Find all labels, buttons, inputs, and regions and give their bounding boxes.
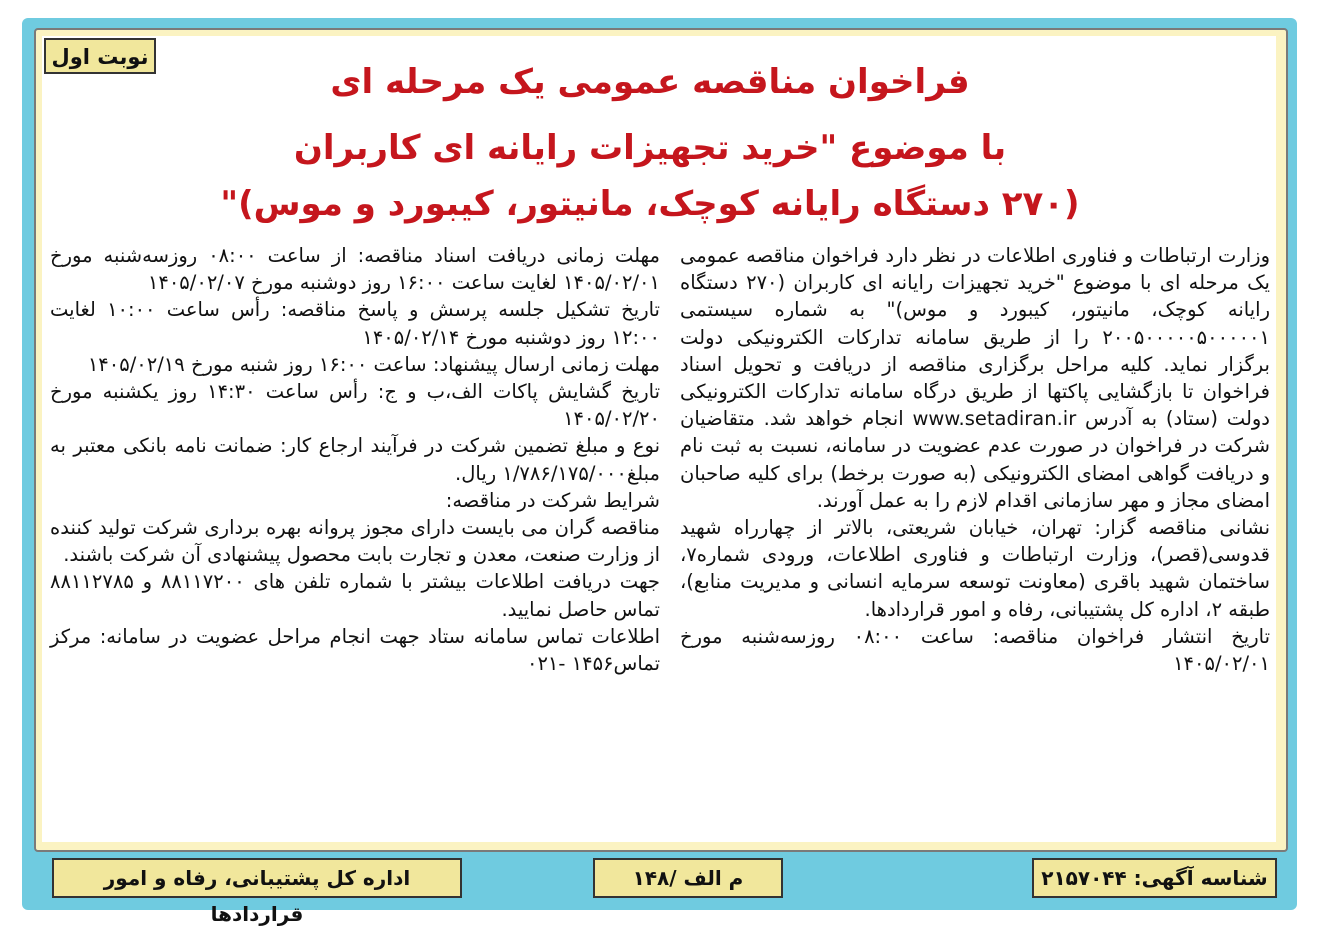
right-text-column — [680, 242, 1270, 677]
bid-deadline-paragraph: مهلت زمانی ارسال پیشنهاد: ساعت ۱۶:۰۰ روز شنبه مورخ ۱۴۰۵/۰۲/۱۹ — [87, 352, 660, 376]
qa-session-paragraph: تاریخ تشکیل جلسه پرسش و پاسخ مناقصه: رأس ساعت ۱۰:۰۰ لغایت ۱۲:۰۰ روز دوشنبه مورخ ۱۴۰۵/۰۲/۱۴ — [50, 298, 660, 349]
ad-title-line-2: با موضوع "خرید تجهیزات رایانه ای کاربران — [293, 128, 1007, 168]
opening-date-paragraph: تاریخ گشایش پاکات الف،ب و ج: رأس ساعت ۱۴:۳۰ روز یکشنبه مورخ ۱۴۰۵/۰۲/۲۰ — [50, 380, 661, 431]
contact-phone-paragraph: جهت دریافت اطلاعات بیشتر با شماره تلفن های ۸۸۱۱۷۲۰۰ و ۸۸۱۱۲۷۸۵ تماس حاصل نمایید. — [50, 570, 660, 621]
ad-code-box: م الف /۱۴۸ — [593, 858, 783, 898]
guarantee-paragraph: نوع و مبلغ تضمین شرکت در فرآیند ارجاع کار: ضمانت نامه بانکی معتبر به مبلغ۱/۷۸۶/۱۷۵/۰۰۰ ریال. — [50, 434, 660, 485]
setad-contact-paragraph: اطلاعات تماس سامانه ستاد جهت انجام مراحل عضویت در سامانه: مرکز تماس۱۴۵۶ -۰۲۱ — [50, 624, 660, 676]
publication-date-paragraph: تاریخ انتشار فراخوان مناقصه: ساعت ۰۸:۰۰ روزسه‌شنبه مورخ ۱۴۰۵/۰۲/۰۱ — [680, 624, 1270, 676]
document-deadline-paragraph: مهلت زمانی دریافت اسناد مناقصه: از ساعت ۰۸:۰۰ روزسه‌شنبه مورخ ۱۴۰۵/۰۲/۰۱ لغایت ساعت ۱۶:۰۰ روز دوشنبه مورخ ۱۴۰۵/۰۲/۰۷ — [50, 244, 660, 295]
ad-title-line-1: فراخوان مناقصه عمومی یک مرحله ای — [330, 62, 970, 102]
tender-address-paragraph: نشانی مناقصه گزار: تهران، خیابان شریعتی، بالاتر از چهارراه شهید قدوسی(قصر)، وزارت ارتباطات و فناوری اطلاعات، ورودی شماره۷، ساختمان شهید باقری (معاونت توسعه سرمایه انسانی و مدیریت منابع)، طبقه ۲، اداره کل پشتیبانی، رفاه و امور قراردادها. — [680, 516, 1270, 621]
conditions-heading: شرایط شرکت در مناقصه: — [445, 488, 660, 512]
conditions-paragraph: مناقصه گران می بایست دارای مجوز پروانه بهره برداری شرکت تولید کننده از وزارت صنعت، معدن و تجارت بابت محصول پیشنهادی آن شرکت باشند. — [50, 516, 660, 567]
intro-paragraph: وزارت ارتباطات و فناوری اطلاعات در نظر دارد فراخوان مناقصه عمومی یک مرحله ای با موضوع "خرید تجهیزات رایانه ای کاربران (۲۷۰ دستگاه رایانه کوچک، مانیتور، کیبورد و موس)" به شماره سیستمی ۲۰۰۵۰۰۰۰۰۵۰۰۰۰۰۱ را از طریق سامانه تدارکات الکترونیکی دولت برگزار نماید. کلیه مراحل برگزاری مناقصه از دریافت و تحویل اسناد فراخوان تا بازگشایی پاکتها از طریق درگاه سامانه تدارکات الکترونیکی دولت (ستاد) به آدرس www.setadiran.ir انجام خواهد شد. متقاضیان شرکت در فراخوان در صورت عدم عضویت در سامانه، نسبت به ثبت نام و دریافت گواهی امضای الکترونیکی (به صورت برخط) برای کلیه صاحبان امضای مجاز و مهر سازمانی اقدام لازم را به عمل آورند. — [680, 244, 1270, 512]
issuer-office-box: اداره کل پشتیبانی، رفاه و امور قراردادها — [52, 858, 462, 898]
first-publication-badge: نوبت اول — [44, 38, 156, 74]
ad-id-box: شناسه آگهی: ۲۱۵۷۰۴۴ — [1032, 858, 1277, 898]
left-text-column — [50, 242, 660, 677]
ad-title-line-3: (۲۷۰ دستگاه رایانه کوچک، مانیتور، کیبورد و موس)" — [220, 184, 1080, 224]
